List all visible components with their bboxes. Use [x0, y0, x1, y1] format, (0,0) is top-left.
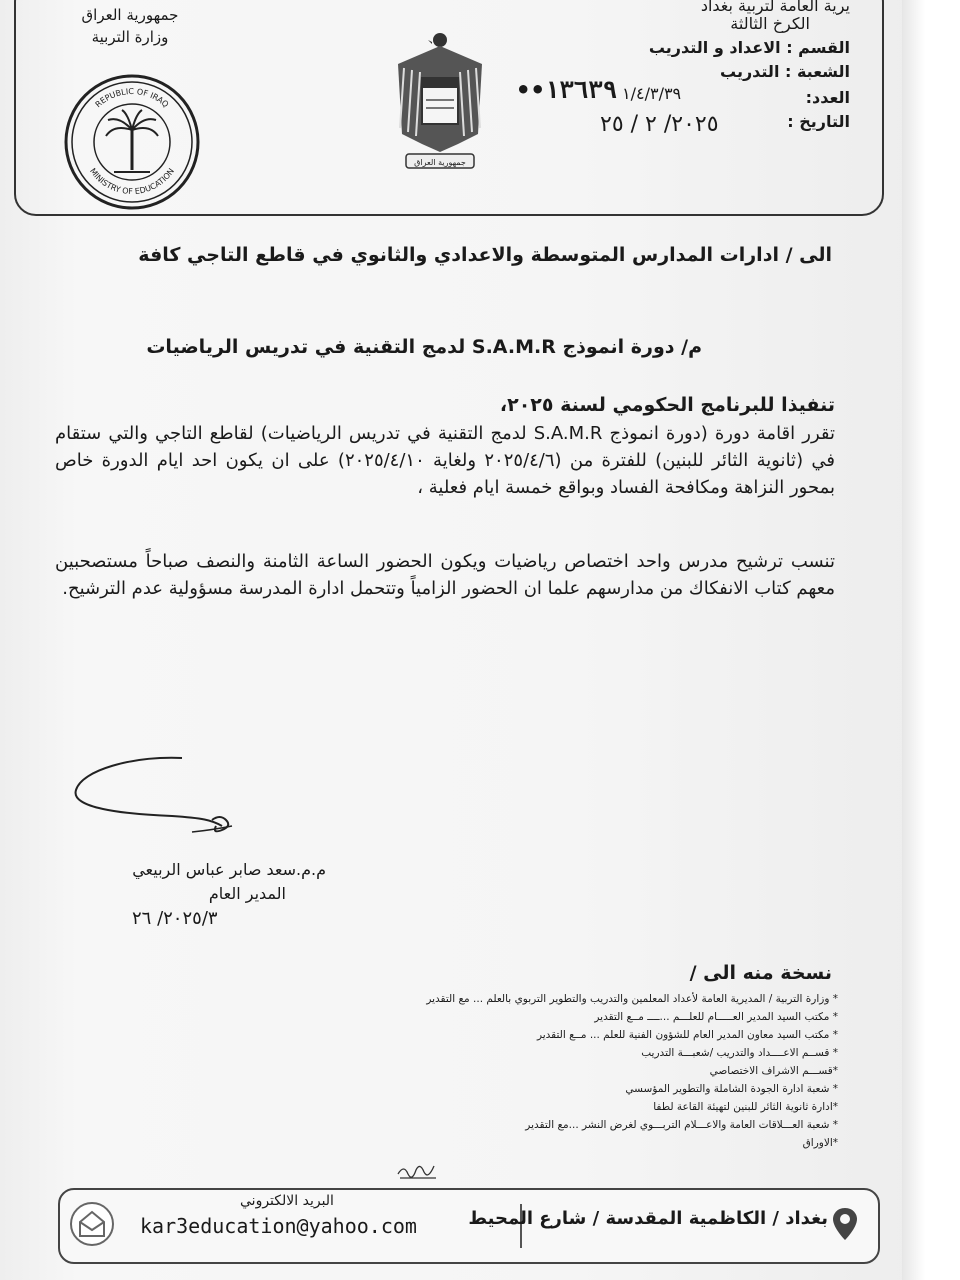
initials-scribble	[394, 1160, 444, 1182]
page-edge-shadow	[902, 0, 960, 1280]
eagle-banner-text: جمهورية العراق	[414, 158, 466, 167]
copies-list-item: *الاوراق	[802, 1137, 838, 1149]
body-paragraph-1: تقرر اقامة دورة (دورة انموذج S.A.M.R لدمج التقنية في تدريس الرياضيات) لقاطع التاجي والتي ستقام في (ثانوية الثائر للبنين) للفترة من (٢٠٢٥/٤/٦ ولغاية ٢٠٢٥/٤/١٠) على ان يكون احد ايام الدورة خاص بمحور النزاهة ومكافحة الفساد وبواقع خمسة ايام فعلية ،	[55, 423, 836, 498]
branch-line: الشعبة : التدريب	[720, 62, 850, 81]
handwritten-date: ٢٠٢٥/ ٢ / ٢٥	[600, 112, 719, 137]
copies-list-item: *قســـم الاشراف الاختصاصي	[709, 1065, 838, 1077]
copies-list-item: * قســم الاعــــداد والتدريب /شعبـــة التدريب	[641, 1047, 838, 1059]
directorate-line1: يرية العامة لتربية بغداد	[700, 0, 850, 15]
copies-list-item: *ادارة ثانوية الثائر للبنين لتهيئة القاعة لطفا	[653, 1101, 838, 1113]
svg-text:REPUBLIC OF IRAQ	[94, 87, 171, 109]
section-line: القسم : الاعداد و التدريب	[648, 38, 850, 57]
subject-line: م/ دورة انموذج S.A.M.R لدمج التقنية في تدريس الرياضيات	[146, 336, 702, 358]
seal-text-top: REPUBLIC OF IRAQ	[93, 86, 171, 110]
seal-text-bottom: MINISTRY OF EDUCATION	[88, 166, 176, 197]
copies-list-item: * وزارة التربية / المديرية العامة لأعداد المعلمين والتدريب والتطوير التربوي بالعلم ... مع التقدير	[426, 993, 838, 1005]
mail-icon	[68, 1200, 116, 1248]
number-label: العدد:	[805, 88, 850, 107]
ministry-name: وزارة التربية	[91, 28, 169, 46]
directorate-line2: الكرخ الثالثة	[730, 14, 810, 33]
copies-list-item: * شعبة العـــلاقات العامة والاعـــلام التربـــوي لغرض النشر ...مع التقدير	[525, 1119, 838, 1131]
signature-date: ٢٠٢٥/٣/ ٢٦	[132, 908, 218, 929]
body-intro: تنفيذا للبرنامج الحكومي لسنة ٢٠٢٥،	[499, 394, 835, 416]
copies-list-item: * مكتب السيد المدير العـــــام للعلـــم ...ــــ مــع التقدير	[594, 1011, 838, 1023]
republic-name: جمهورية العراق	[81, 6, 179, 24]
addressee-line: الى / ادارات المدارس المتوسطة والاعدادي والثانوي في قاطع التاجي كافة	[138, 244, 832, 266]
handwritten-signature	[62, 750, 262, 850]
postal-address: بغداد / الكاظمية المقدسة / شارع المحيط	[468, 1208, 828, 1229]
signer-title: المدير العام	[208, 884, 286, 903]
reference-date: ١/٤/٣/٣٩	[622, 84, 682, 103]
copies-list-item: * مكتب السيد معاون المدير العام للشؤون الفنية للعلم ... مــع التقدير	[536, 1029, 838, 1041]
signer-block	[86, 858, 326, 906]
location-pin-icon	[832, 1206, 858, 1242]
body-paragraph-2: تنسب ترشيح مدرس واحد اختصاص رياضيات ويكون الحضور الساعة الثامنة والنصف صباحاً مستصحبين معهم كتاب الانفكاك من مدارسهم علما ان الحضور الزامياً وتتحمل ادارة المدرسة مسؤولية عدم الترشيح.	[55, 551, 835, 599]
email-address[interactable]: kar3education@yahoo.com	[140, 1214, 417, 1238]
signer-name: م.م.سعد صابر عباس الربيعي	[132, 860, 326, 879]
copies-title: نسخة منه الى /	[689, 962, 832, 984]
date-label: التاريخ :	[787, 112, 850, 131]
email-label: البريد الالكتروني	[240, 1193, 334, 1209]
government-name	[60, 4, 200, 48]
copies-list-item: * شعبة ادارة الجودة الشاملة والتطوير المؤسسي	[625, 1083, 838, 1095]
reference-number: ••١٣٦٣٩	[516, 76, 618, 104]
ministry-seal-icon	[62, 72, 202, 212]
copies-list	[318, 990, 838, 1152]
